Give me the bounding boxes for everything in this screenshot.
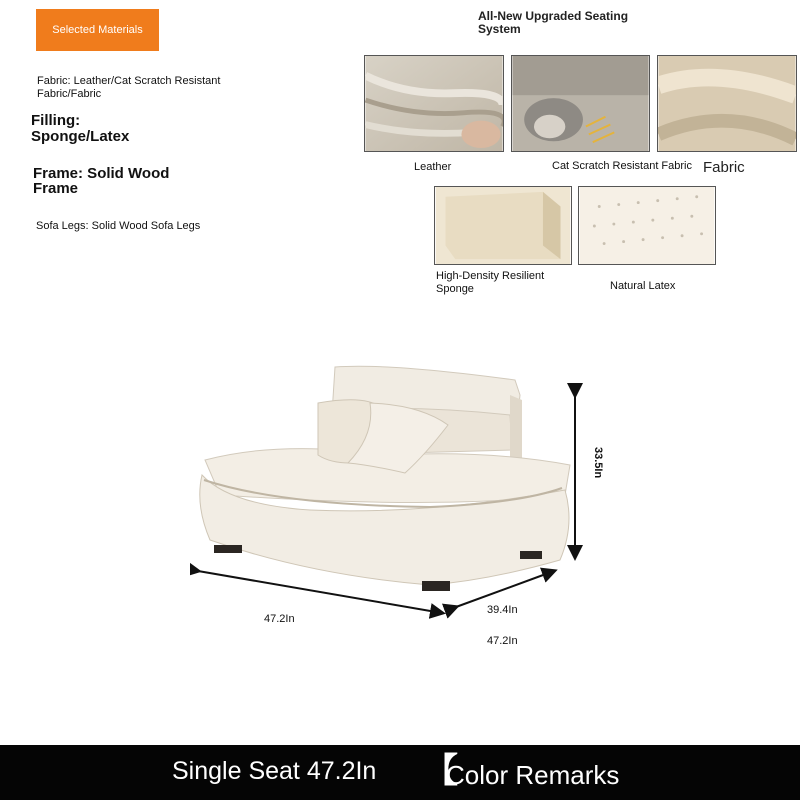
cat-scratch-label: Cat Scratch Resistant Fabric xyxy=(552,160,692,172)
sponge-label: High-Density Resilient Sponge xyxy=(436,270,545,295)
single-seat-label: Single Seat 47.2In xyxy=(172,757,377,785)
latex-label: Natural Latex xyxy=(610,280,676,292)
fabric-swatch xyxy=(657,55,797,152)
color-remarks-label: Color Remarks xyxy=(446,760,620,790)
latex-texture-image xyxy=(579,187,715,264)
sponge-swatch xyxy=(434,186,572,265)
leather-swatch xyxy=(364,55,504,152)
latex-swatch xyxy=(578,186,716,265)
side-width-dimension-label: 47.2In xyxy=(487,635,518,647)
badge-label: Selected Materials xyxy=(52,24,143,36)
legs-spec: Sofa Legs: Solid Wood Sofa Legs xyxy=(36,220,201,232)
sponge-texture-image xyxy=(435,187,571,264)
depth-dimension-label: 39.4In xyxy=(487,604,518,616)
cat-scratch-texture-image xyxy=(512,56,649,151)
dimension-arrows xyxy=(190,375,590,625)
selected-materials-badge xyxy=(36,9,159,51)
seating-system-title: All-New Upgraded Seating System xyxy=(478,9,629,36)
height-dimension-label: 33.5In xyxy=(592,447,604,479)
frame-spec: Frame: Solid Wood Frame xyxy=(33,165,170,197)
front-width-dimension-label: 47.2In xyxy=(264,613,295,625)
footer-bar xyxy=(0,745,800,800)
fabric-texture-image xyxy=(658,56,796,151)
fabric-spec: Fabric: Leather/Cat Scratch Resistant Fabric/Fabric xyxy=(37,75,221,100)
leather-label: Leather xyxy=(414,161,452,173)
fabric-label: Fabric xyxy=(703,159,745,176)
cat-scratch-swatch xyxy=(511,55,650,152)
filling-spec: Filling: Sponge/Latex xyxy=(31,112,130,145)
leather-texture-image xyxy=(365,56,503,151)
bracket-glyph: 【 xyxy=(424,752,458,790)
